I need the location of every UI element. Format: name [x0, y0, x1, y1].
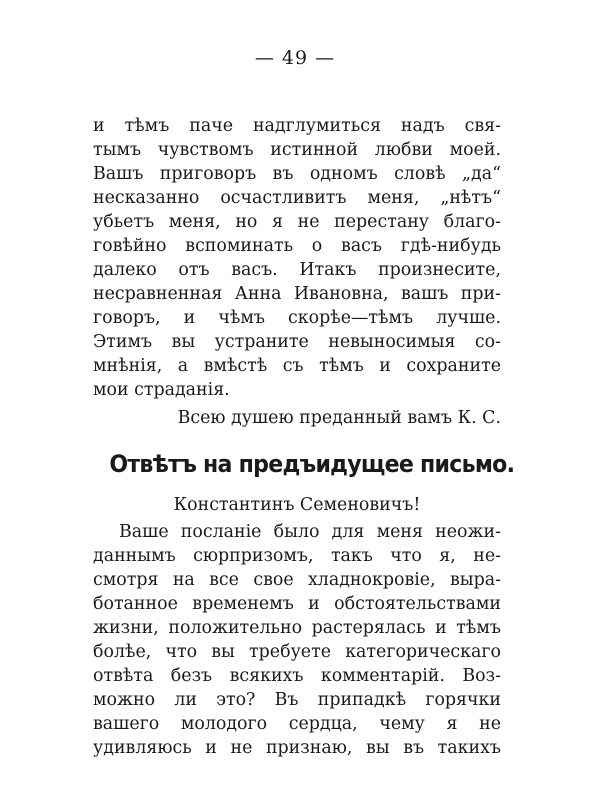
text-line: болѣе, что вы требуете категорическаго	[93, 642, 501, 662]
letter-end-paragraph	[93, 114, 501, 430]
text-line: мнѣнія, а вмѣстѣ съ тѣмъ и сохраните	[93, 356, 501, 376]
reply-paragraph	[93, 520, 501, 760]
page-number: — 49 —	[254, 47, 336, 69]
letter-signature: Всею душею преданный вамъ К. С.	[177, 408, 501, 428]
text-line: Этимъ вы устраните невыносимыя со-	[93, 332, 501, 352]
text-line: и тѣмъ паче надглумиться надъ свя-	[93, 116, 501, 136]
text-line: жизни, положительно растерялась и тѣмъ	[93, 618, 501, 638]
text-line: ботанное временемъ и обстоятельствами	[93, 594, 501, 614]
text-line: вашего молодого сердца, чему я не	[93, 714, 501, 734]
text-line: Вашъ приговоръ въ одномъ словѣ „да“	[93, 164, 501, 184]
section-heading: Отвѣтъ на предъидущее письмо.	[109, 450, 515, 478]
text-line: Ваше посланіе было для меня неожи-	[119, 522, 501, 542]
text-line: несравненная Анна Ивановна, вашъ при-	[93, 284, 501, 304]
text-line: убьетъ меня, но я не перестану благо-	[93, 212, 501, 232]
text-line: мои страданія.	[93, 380, 230, 400]
salutation: Константинъ Семеновичъ!	[173, 495, 421, 515]
text-line: говоръ, и чѣмъ скорѣе—тѣмъ лучше.	[93, 308, 501, 328]
text-line: отвѣта безъ всякихъ комментарій. Воз-	[93, 666, 501, 686]
text-line: говѣйно вспоминать о васъ гдѣ-нибудь	[93, 236, 501, 256]
text-line: тымъ чувствомъ истинной любви моей.	[93, 140, 501, 160]
text-line: далеко отъ васъ. Итакъ произнесите,	[93, 260, 501, 280]
text-line: удивляюсь и не признаю, вы въ такихъ	[93, 738, 501, 758]
text-line: даннымъ сюрпризомъ, такъ что я, не-	[93, 546, 501, 566]
text-line: смотря на все свое хладнокровіе, выра-	[93, 570, 501, 590]
text-line: несказанно осчастливитъ меня, „нѣтъ“	[93, 188, 501, 208]
text-line: можно ли это? Въ припадкѣ горячки	[93, 690, 501, 710]
